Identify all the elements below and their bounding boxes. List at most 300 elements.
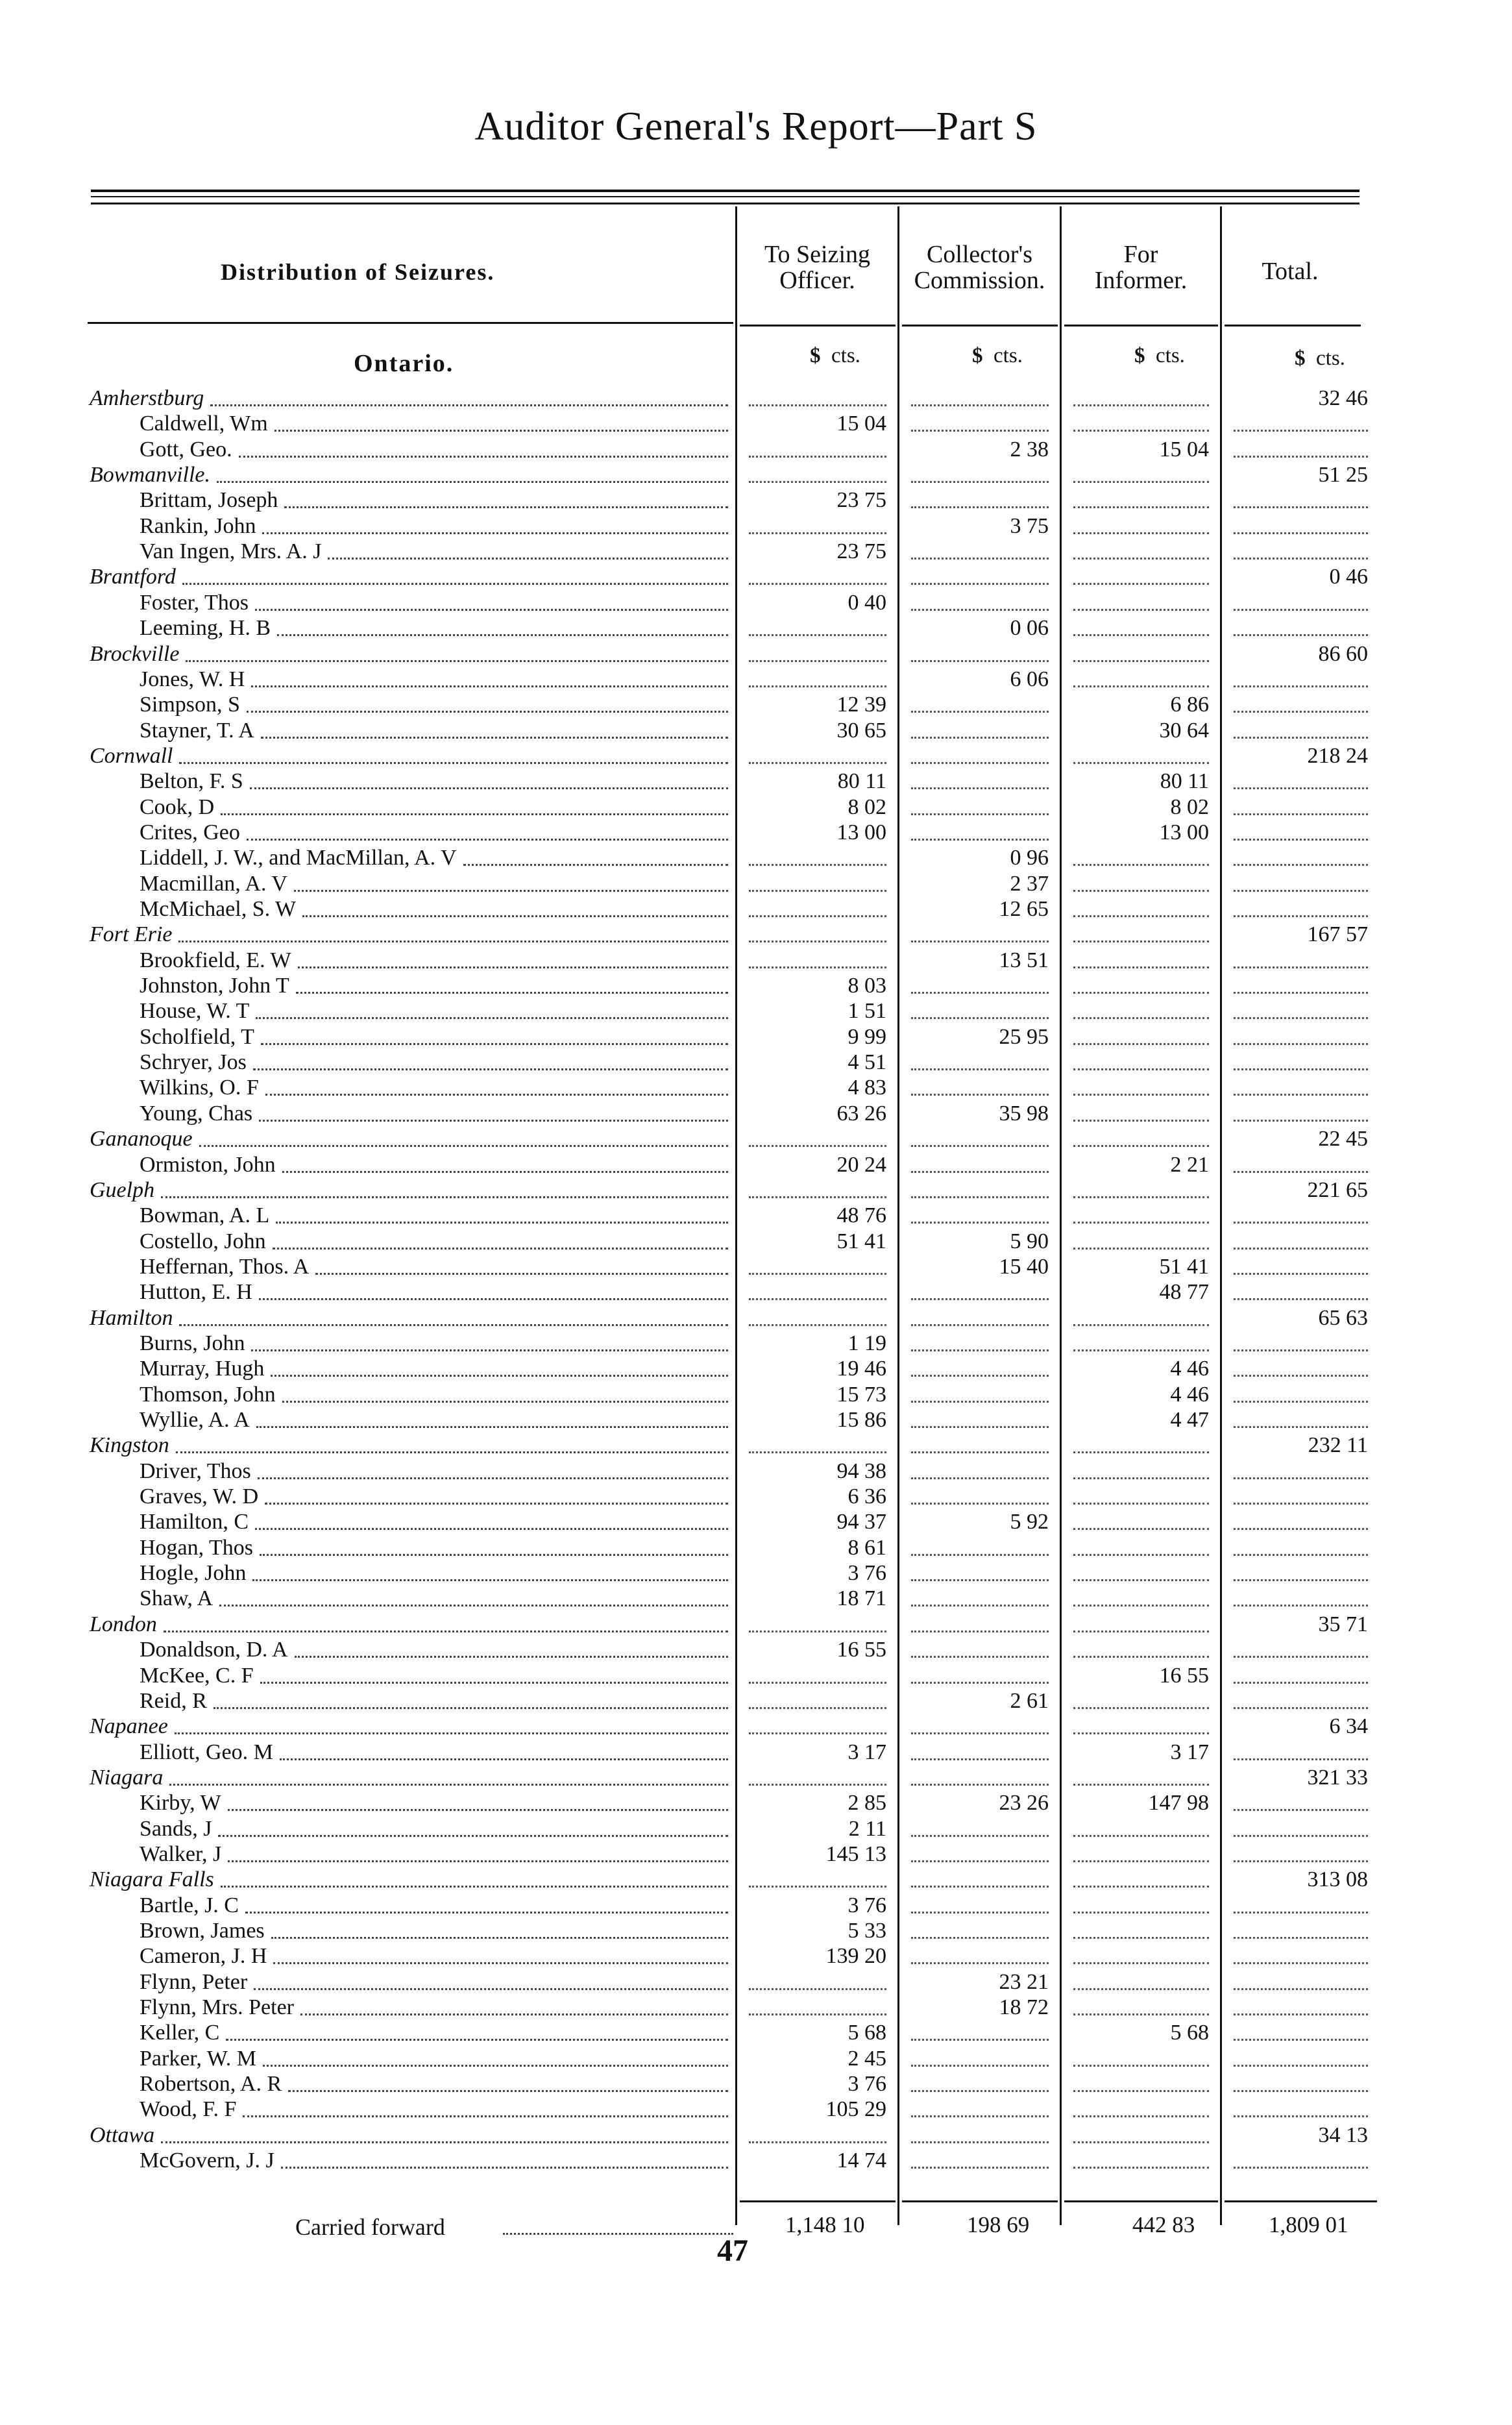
seizing-cell	[740, 1127, 896, 1151]
person-name: Wyllie, A. A	[140, 1408, 250, 1432]
leader-dots	[911, 660, 1049, 662]
seizing-amount: 15 73	[836, 1382, 886, 1407]
seizing-cell	[740, 642, 896, 667]
total-cell	[1225, 1255, 1377, 1279]
collector-cell	[902, 1280, 1058, 1305]
informer-amount: 4 46	[1170, 1357, 1209, 1381]
informer-cell	[1064, 999, 1218, 1024]
leader-dots	[260, 1554, 728, 1556]
seizing-cell	[740, 1714, 896, 1739]
seizing-amount: 18 71	[836, 1586, 886, 1611]
leader-dots	[1234, 1988, 1368, 1990]
collector-cell	[902, 1740, 1058, 1765]
total-cell	[1225, 1919, 1377, 1943]
seizing-cell	[740, 1995, 896, 2020]
informer-cell	[1064, 1280, 1218, 1305]
table-row	[0, 693, 1512, 717]
table-row	[0, 2072, 1512, 2097]
total-cell	[1225, 616, 1377, 641]
leader-dots	[1073, 1784, 1209, 1786]
leader-dots	[1073, 1043, 1209, 1045]
leader-dots	[749, 1451, 886, 1453]
leader-dots	[911, 1401, 1049, 1403]
leader-dots	[1234, 430, 1368, 432]
person-name: McGovern, J. J	[140, 2148, 274, 2173]
seizing-amount: 51 41	[836, 1229, 886, 1253]
total-cell	[1225, 872, 1377, 896]
leader-dots	[1073, 609, 1209, 611]
leader-dots	[911, 813, 1049, 815]
collector-cell	[902, 1714, 1058, 1739]
seizing-cell	[740, 1280, 896, 1305]
leader-dots	[271, 1375, 728, 1377]
leader-dots	[1073, 1324, 1209, 1326]
total-cell	[1225, 642, 1377, 667]
person-name: Cameron, J. H	[140, 1944, 267, 1969]
leader-dots	[1073, 864, 1209, 866]
person-name: Robertson, A. R	[140, 2072, 282, 2097]
informer-cell	[1064, 1919, 1218, 1943]
leader-dots	[1073, 1248, 1209, 1249]
seizing-amount: 23 75	[836, 488, 886, 513]
seizing-cell	[740, 1306, 896, 1331]
informer-cell	[1064, 1076, 1218, 1100]
collector-cell	[902, 897, 1058, 922]
person-name: Hogan, Thos	[140, 1535, 254, 1560]
seizing-cell	[740, 1664, 896, 1688]
table-row	[0, 948, 1512, 973]
collector-cell	[902, 667, 1058, 692]
table-row	[0, 1357, 1512, 1381]
leader-dots	[749, 1298, 886, 1300]
total-cell	[1225, 1306, 1377, 1331]
leader-dots	[1234, 966, 1368, 968]
total-cell	[1225, 2148, 1377, 2173]
leader-dots	[213, 1707, 728, 1709]
leader-dots	[1073, 1503, 1209, 1505]
place-name: Ottawa	[90, 2123, 155, 2147]
collector-cell	[902, 437, 1058, 462]
leader-dots	[911, 404, 1049, 406]
seizing-cell	[740, 514, 896, 539]
seizing-amount: 3 76	[847, 1561, 886, 1586]
seizing-cell	[740, 948, 896, 973]
collector-cell	[902, 1970, 1058, 1995]
leader-dots	[1234, 1426, 1368, 1428]
leader-dots	[1234, 1579, 1368, 1581]
seizing-cell	[740, 1536, 896, 1560]
seizing-cell	[740, 1740, 896, 1765]
table-row	[0, 642, 1512, 667]
seizing-amount: 9 99	[847, 1024, 886, 1049]
person-name: Keller, C	[140, 2021, 220, 2045]
leader-dots	[911, 1375, 1049, 1377]
leader-dots	[749, 1784, 886, 1786]
carried-forward-total: 1,809 01	[1269, 2212, 1348, 2237]
person-name: Simpson, S	[140, 693, 240, 717]
table-row	[0, 974, 1512, 998]
leader-dots	[239, 456, 728, 458]
leader-dots	[302, 915, 728, 917]
table-row	[0, 565, 1512, 589]
seizing-amount: 3 17	[847, 1740, 886, 1764]
leader-dots	[169, 1784, 728, 1786]
informer-amount: 13 00	[1159, 820, 1209, 844]
informer-amount: 30 64	[1159, 718, 1209, 743]
leader-dots	[911, 430, 1049, 432]
collector-amount: 5 90	[1010, 1229, 1049, 1253]
leader-dots	[749, 1631, 886, 1632]
collector-cell	[902, 744, 1058, 769]
leader-dots	[298, 966, 728, 968]
person-name: Caldwell, Wm	[140, 412, 268, 436]
leader-dots	[1234, 1962, 1368, 1964]
table-row	[0, 1536, 1512, 1560]
seizing-amount: 16 55	[836, 1638, 886, 1662]
table-row	[0, 514, 1512, 539]
leader-dots	[1234, 813, 1368, 815]
place-name: Brantford	[90, 565, 176, 589]
leader-dots	[911, 1451, 1049, 1453]
total-cell	[1225, 591, 1377, 615]
collector-amount: 15 40	[999, 1254, 1049, 1279]
collector-cell	[902, 1944, 1058, 1969]
leader-dots	[265, 1094, 728, 1096]
collector-cell	[902, 591, 1058, 615]
table-row	[0, 1638, 1512, 1662]
leader-dots	[1073, 1579, 1209, 1581]
total-cell	[1225, 1178, 1377, 1203]
leader-dots	[911, 1145, 1049, 1147]
total-cell	[1225, 974, 1377, 998]
person-name: Rankin, John	[140, 513, 256, 538]
header-seizing-line1: To Seizing	[764, 241, 871, 268]
leader-dots	[217, 481, 728, 483]
informer-cell	[1064, 744, 1218, 769]
leader-dots	[1073, 992, 1209, 994]
leader-dots	[251, 685, 728, 687]
table-row	[0, 922, 1512, 947]
leader-dots	[749, 1886, 886, 1888]
leader-dots	[179, 762, 728, 764]
total-cell	[1225, 1586, 1377, 1611]
leader-dots	[265, 1503, 728, 1505]
seizing-cell	[740, 1331, 896, 1356]
seizing-cell	[740, 1178, 896, 1203]
seizing-cell	[740, 488, 896, 513]
collector-cell	[902, 1102, 1058, 1126]
leader-dots	[1234, 1401, 1368, 1403]
seizing-cell	[740, 1153, 896, 1177]
seizing-amount: 19 46	[836, 1357, 886, 1381]
seizing-amount: 2 11	[848, 1816, 886, 1841]
leader-dots	[296, 992, 728, 994]
total-cell	[1225, 2047, 1377, 2071]
total-amount: 321 33	[1307, 1765, 1368, 1790]
seizing-cell	[740, 1586, 896, 1611]
table-row	[0, 1586, 1512, 1611]
table-row	[0, 719, 1512, 743]
total-cell	[1225, 769, 1377, 794]
seizing-amount: 48 76	[836, 1203, 886, 1228]
seizing-amount: 2 85	[847, 1791, 886, 1816]
total-cell	[1225, 565, 1377, 589]
total-cell	[1225, 1689, 1377, 1714]
person-name: Hogle, John	[140, 1561, 247, 1586]
leader-dots	[1073, 1631, 1209, 1632]
leader-dots	[175, 1732, 728, 1734]
leader-dots	[1073, 1707, 1209, 1709]
leader-dots	[1073, 1145, 1209, 1147]
leader-dots	[911, 506, 1049, 508]
informer-cell	[1064, 1944, 1218, 1969]
header-collector-line2: Commission.	[914, 267, 1045, 294]
total-cell	[1225, 1076, 1377, 1100]
leader-dots	[1234, 1656, 1368, 1658]
seizing-cell	[740, 2072, 896, 2097]
leader-dots	[261, 737, 728, 739]
informer-cell	[1064, 1995, 1218, 2020]
informer-cell	[1064, 616, 1218, 641]
person-name: Bowman, A. L	[140, 1203, 270, 1228]
leader-dots	[274, 430, 728, 432]
total-amount: 34 13	[1318, 2123, 1368, 2147]
seizing-amount: 3 76	[847, 1893, 886, 1917]
collector-cell	[902, 1203, 1058, 1228]
leader-dots	[911, 1886, 1049, 1888]
leader-dots	[273, 1248, 728, 1249]
seizing-cell	[740, 1893, 896, 1918]
person-name: Brookfield, E. W	[140, 948, 291, 972]
person-name: Stayner, T. A	[140, 718, 254, 743]
leader-dots	[1234, 915, 1368, 917]
leader-dots	[281, 2167, 728, 2169]
total-cell	[1225, 719, 1377, 743]
total-cell	[1225, 1050, 1377, 1075]
cents-label: cts.	[1156, 344, 1185, 367]
leader-dots	[1073, 1222, 1209, 1224]
seizing-cell	[740, 999, 896, 1024]
leader-dots	[1073, 1962, 1209, 1964]
total-cell	[1225, 1867, 1377, 1892]
seizing-amount: 94 37	[836, 1510, 886, 1534]
total-cell	[1225, 667, 1377, 692]
seizing-amount: 30 65	[836, 718, 886, 743]
leader-dots	[749, 456, 886, 458]
person-name: Donaldson, D. A	[140, 1638, 288, 1662]
seizing-cell	[740, 1383, 896, 1407]
place-name: Cornwall	[90, 743, 173, 768]
leader-dots	[1234, 1528, 1368, 1530]
leader-dots	[258, 1477, 728, 1479]
table-row	[0, 2123, 1512, 2148]
total-cell	[1225, 999, 1377, 1024]
collector-cell	[902, 1586, 1058, 1611]
leader-dots	[911, 1222, 1049, 1224]
leader-dots	[1234, 1503, 1368, 1505]
seizing-cell	[740, 1203, 896, 1228]
person-name: Murray, Hugh	[140, 1357, 265, 1381]
collector-cell	[902, 1127, 1058, 1151]
seizing-cell	[740, 872, 896, 896]
collector-cell	[902, 2047, 1058, 2071]
table-row	[0, 1893, 1512, 1918]
total-cell	[1225, 846, 1377, 870]
collector-cell	[902, 2072, 1058, 2097]
informer-cell	[1064, 565, 1218, 589]
collector-cell	[902, 1331, 1058, 1356]
collector-cell	[902, 1766, 1058, 1790]
collector-cell	[902, 1484, 1058, 1509]
informer-cell	[1064, 412, 1218, 436]
person-name: Walker, J	[140, 1841, 222, 1866]
seizing-cell	[740, 1612, 896, 1637]
table-row	[0, 1766, 1512, 1790]
total-cell	[1225, 820, 1377, 845]
informer-cell	[1064, 1203, 1218, 1228]
leader-dots	[1234, 787, 1368, 789]
collector-cell	[902, 1842, 1058, 1867]
informer-amount: 16 55	[1159, 1663, 1209, 1688]
dollar-sign: $	[810, 344, 821, 367]
seizing-cell	[740, 922, 896, 947]
leader-dots	[1073, 941, 1209, 942]
total-cell	[1225, 897, 1377, 922]
informer-cell	[1064, 1970, 1218, 1995]
total-amount: 167 57	[1307, 922, 1368, 947]
informer-cell	[1064, 2072, 1218, 2097]
table-row	[0, 1178, 1512, 1203]
seizing-cell	[740, 1025, 896, 1050]
leader-dots	[911, 992, 1049, 994]
total-cell	[1225, 1970, 1377, 1995]
person-name: Scholfield, T	[140, 1024, 254, 1049]
informer-amount: 2 21	[1170, 1152, 1209, 1177]
leader-dots	[911, 583, 1049, 585]
leader-dots	[1234, 1554, 1368, 1556]
leader-dots	[300, 2013, 728, 2015]
informer-cell	[1064, 1433, 1218, 1458]
seizing-cell	[740, 769, 896, 794]
header-informer-line2: Informer.	[1094, 267, 1188, 294]
total-cell	[1225, 386, 1377, 411]
carried-forward-collector: 198 69	[967, 2212, 1030, 2237]
person-name: Shaw, A	[140, 1586, 213, 1611]
leader-dots	[1234, 2090, 1368, 2092]
seizing-amount: 105 29	[825, 2097, 886, 2122]
leader-dots	[273, 1962, 728, 1964]
leader-dots	[250, 787, 728, 789]
informer-cell	[1064, 1714, 1218, 1739]
collector-cell	[902, 2097, 1058, 2122]
collector-amount: 13 51	[999, 948, 1049, 972]
dollar-sign: $	[972, 344, 983, 367]
leader-dots	[256, 1017, 728, 1019]
leader-dots	[749, 1732, 886, 1734]
total-amount: 32 46	[1318, 386, 1368, 410]
total-cell	[1225, 1357, 1377, 1381]
leader-dots	[1234, 1758, 1368, 1760]
seizing-cell	[740, 1229, 896, 1254]
total-cell	[1225, 2097, 1377, 2122]
person-name: Schryer, Jos	[140, 1050, 247, 1075]
leader-dots	[911, 1860, 1049, 1862]
informer-cell	[1064, 820, 1218, 845]
seizing-cell	[740, 846, 896, 870]
leader-dots	[749, 762, 886, 764]
person-name: Costello, John	[140, 1229, 266, 1253]
table-row	[0, 897, 1512, 922]
collector-amount: 0 06	[1010, 616, 1049, 641]
header-collector-line1: Collector's	[926, 241, 1033, 268]
collector-cell	[902, 386, 1058, 411]
leader-dots	[260, 1682, 728, 1684]
leader-dots	[1234, 2115, 1368, 2117]
leader-dots	[911, 2039, 1049, 2041]
place-name: Niagara Falls	[90, 1867, 214, 1892]
place-name: Niagara	[90, 1765, 164, 1790]
seizing-cell	[740, 437, 896, 462]
total-cell	[1225, 1612, 1377, 1637]
leader-dots	[1234, 1248, 1368, 1249]
person-name: Cook, D	[140, 794, 215, 819]
collector-amount: 6 06	[1010, 667, 1049, 691]
collector-cell	[902, 2021, 1058, 2045]
seizing-cell	[740, 1842, 896, 1867]
collector-cell	[902, 820, 1058, 845]
leader-dots	[749, 481, 886, 483]
total-cell	[1225, 2021, 1377, 2045]
table-row	[0, 616, 1512, 641]
collector-amount: 2 37	[1010, 871, 1049, 896]
informer-cell	[1064, 1638, 1218, 1662]
place-name: Bowmanville.	[90, 463, 211, 487]
seizing-amount: 14 74	[836, 2148, 886, 2173]
seizing-amount: 8 02	[847, 794, 886, 819]
leader-dots	[243, 2115, 728, 2117]
table-row	[0, 1561, 1512, 1586]
leader-dots	[1073, 1094, 1209, 1096]
leader-dots	[1073, 1988, 1209, 1990]
seizing-amount: 15 86	[836, 1408, 886, 1432]
leader-dots	[251, 1349, 728, 1351]
informer-cell	[1064, 2148, 1218, 2173]
table-row	[0, 437, 1512, 462]
informer-cell	[1064, 1306, 1218, 1331]
leader-dots	[911, 2115, 1049, 2117]
leader-dots	[1234, 609, 1368, 611]
leader-dots	[1234, 992, 1368, 994]
leader-dots	[271, 1937, 728, 1939]
carried-forward-seizing: 1,148 10	[785, 2212, 865, 2237]
seizing-amount: 15 04	[836, 412, 886, 436]
header-seizing-line2: Officer.	[779, 267, 855, 294]
leader-dots	[328, 558, 728, 560]
leader-dots	[911, 1682, 1049, 1684]
place-name: Kingston	[90, 1433, 169, 1458]
leader-dots	[1073, 1528, 1209, 1530]
total-cell	[1225, 1995, 1377, 2020]
seizing-cell	[740, 1050, 896, 1075]
table-row	[0, 1459, 1512, 1484]
informer-cell	[1064, 846, 1218, 870]
leader-dots	[1073, 1451, 1209, 1453]
leader-dots	[182, 583, 728, 585]
collector-cell	[902, 948, 1058, 973]
leader-dots	[911, 1912, 1049, 1914]
collector-cell	[902, 1306, 1058, 1331]
collector-cell	[902, 719, 1058, 743]
